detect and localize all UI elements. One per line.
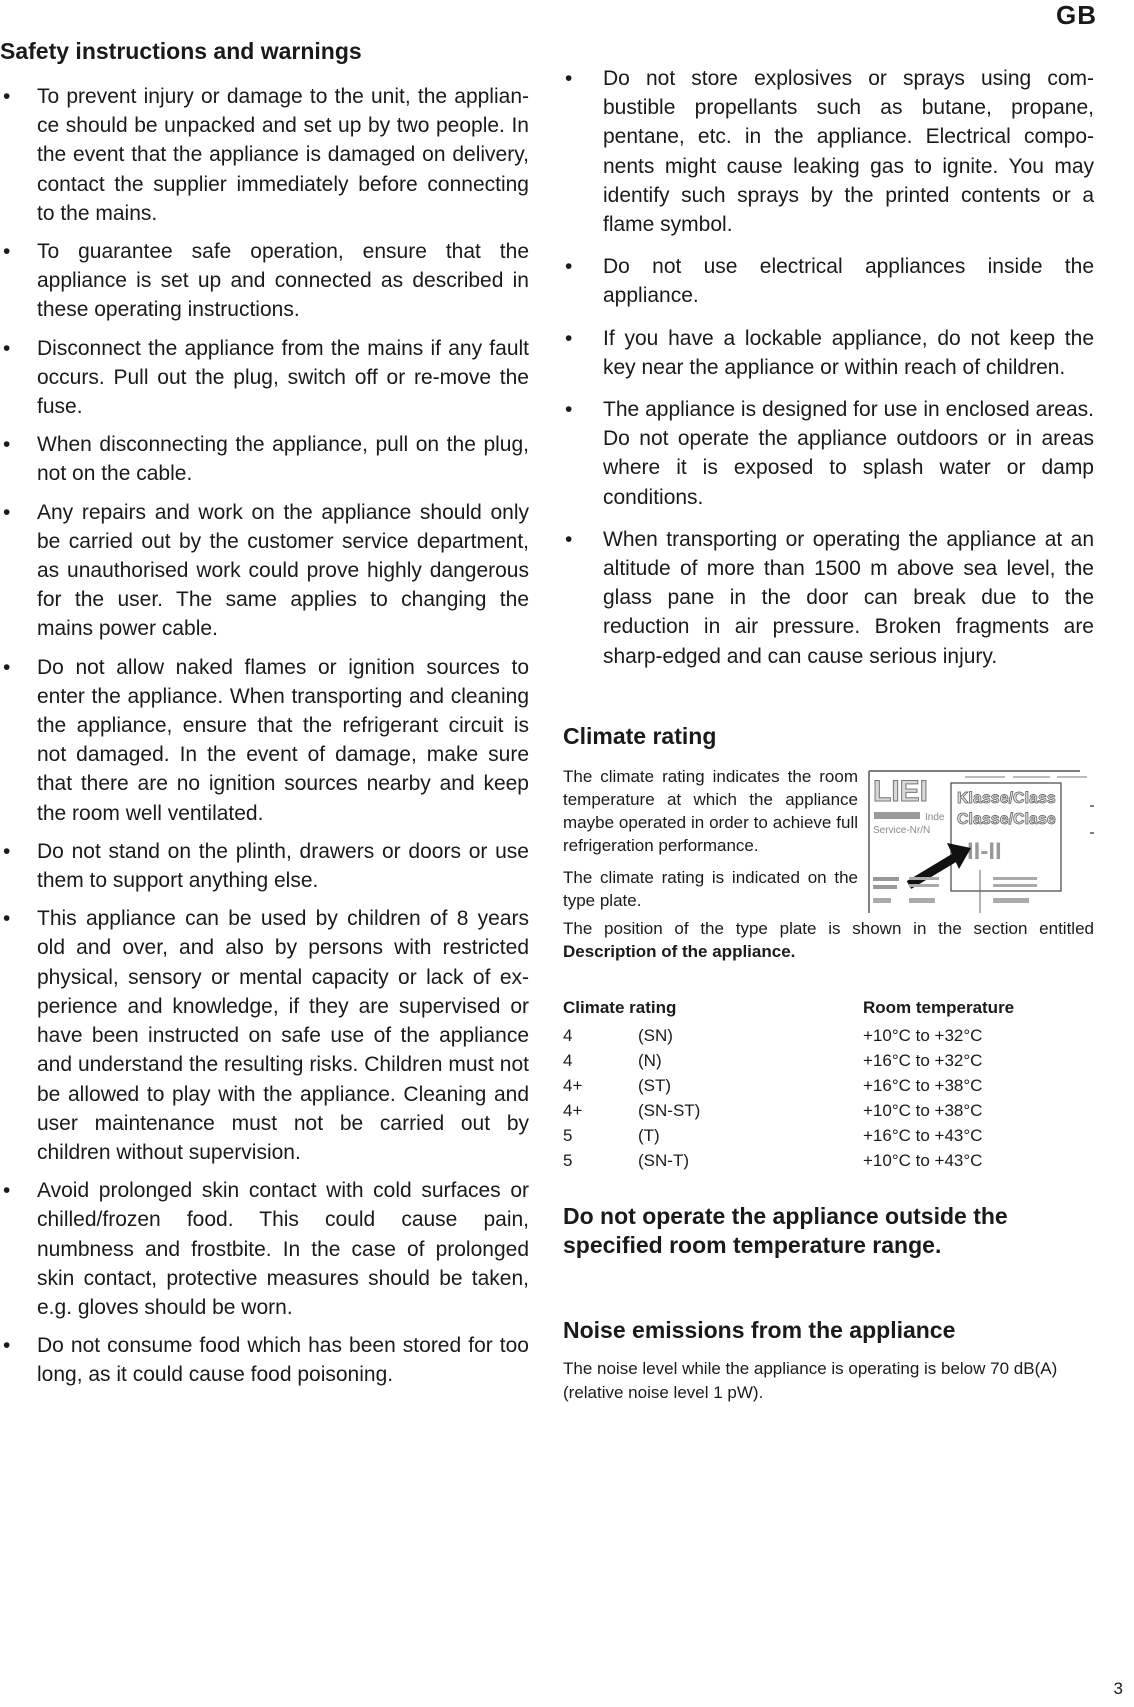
bullet-icon: • — [3, 839, 11, 863]
bullet-icon: • — [3, 655, 11, 679]
plate-index-label: Inde — [925, 811, 945, 823]
list-item: • The appliance is designed for use in enclosed areas. Do not operate the appliance outdoors or in areas where it is exposed to splash water or damp conditions. — [563, 395, 1094, 512]
noise-emissions-text: The noise level while the appliance is operating is below 70 dB(A) (relative noise level 1 pW). — [563, 1358, 1058, 1402]
bullet-icon: • — [3, 500, 11, 524]
table-row: 4 (N) +16°C to +32°C — [563, 1051, 983, 1071]
list-item: • Do not allow naked flames or ignition sources to enter the appliance. When transporting and cleaning the appliance, ensure that the refrigerant circuit is not damaged. In the event of damage, make sure that there are no ignition sources nearby and keep the room well ventilated. — [0, 653, 529, 828]
type-plate-image — [865, 765, 1097, 913]
bullet-icon: • — [565, 255, 573, 279]
language-code: GB — [1056, 0, 1097, 30]
plate-service-label: Service-Nr/N — [873, 824, 931, 836]
right-column — [563, 64, 1094, 1405]
safety-list-right — [563, 64, 1094, 671]
list-item: • Do not consume food which has been stored for too long, as it could cause food poisoning. — [0, 1331, 529, 1389]
bullet-icon: • — [565, 398, 573, 422]
list-item: • This appliance can be used by children of 8 years old and over, and also by persons with restricted physical, sensory or mental capacity or lack of ex-perience and knowledge, if they are supervised or have been instructed on safe use of the appliance and understand the resulting risks. Children must not be allowed to play with the appliance. Cleaning and user maintenance must not be carried out by children without supervision. — [0, 904, 529, 1167]
climate-intro-text: The climate rating indicates the room temperature at which the appliance maybe operated in order to achieve full refrigeration performance. — [563, 766, 858, 855]
climate-intro — [563, 765, 1094, 913]
bullet-icon: • — [3, 907, 11, 931]
list-item: • When transporting or operating the appliance at an altitude of more than 1500 m above sea level, the glass pane in the door can break due to the reduction in air pressure. Broken fragments are sharp-edged and can cause serious injury. — [563, 525, 1094, 671]
bullet-icon: • — [3, 336, 11, 360]
safety-title: Safety instructions and warnings — [0, 38, 362, 64]
list-item: • If you have a lockable appliance, do not keep the key near the appliance or within reach of children. — [563, 324, 1094, 382]
climate-rating-title: Climate rating — [563, 722, 717, 749]
list-item: • To prevent injury or damage to the unit, the applian-ce should be unpacked and set up by two people. In the event that the appliance is damaged on delivery, contact the supplier immediately before connecting to the mains. — [0, 82, 529, 228]
bullet-icon: • — [3, 1179, 11, 1203]
plate-class-value: II-II — [967, 837, 1002, 865]
bullet-icon: • — [565, 527, 573, 551]
list-item: • To guarantee safe operation, ensure that the appliance is set up and connected as described in these operating instructions. — [0, 237, 529, 325]
bullet-icon: • — [3, 240, 11, 264]
column-header-room-temperature: Room temperature — [863, 997, 1015, 1017]
column-header-climate-rating: Climate rating — [563, 997, 677, 1017]
list-item: • Avoid prolonged skin contact with cold surfaces or chilled/frozen food. This could cause pain, numbness and frostbite. In the case of prolonged skin contact, protective measures should be taken, e.g. gloves should be worn. — [0, 1176, 529, 1322]
bullet-icon: • — [3, 1334, 11, 1358]
table-row: 5 (SN-T) +10°C to +43°C — [563, 1151, 983, 1171]
table-header-row — [563, 996, 1094, 1024]
safety-list-left — [0, 82, 529, 1390]
list-item: • Do not use electrical appliances inside the appliance. — [563, 252, 1094, 310]
list-item: • Do not store explosives or sprays using com-bustible propellants such as butane, propane, pentane, etc. in the appliance. Electrical compo-nents might cause leaking gas to ignite. You may identify such sprays by the printed contents or a flame symbol. — [563, 64, 1094, 239]
left-column — [0, 34, 529, 1399]
table-row: 4+ (ST) +16°C to +38°C — [563, 1076, 983, 1096]
list-item: • Disconnect the appliance from the mains if any fault occurs. Pull out the plug, switch off or re-move the fuse. — [0, 334, 529, 422]
table-row: 4 (SN) +10°C to +32°C — [563, 1026, 983, 1046]
bullet-icon: • — [3, 85, 11, 108]
bullet-icon: • — [565, 67, 573, 90]
bullet-icon: • — [565, 326, 573, 350]
list-item: • Do not stand on the plinth, drawers or doors or use them to support anything else. — [0, 837, 529, 895]
noise-emissions-title: Noise emissions from the appliance — [563, 1316, 956, 1343]
temperature-range-warning: Do not operate the appliance outside the specified room temperature range. — [563, 1202, 1008, 1258]
plate-brand: LIEI — [873, 774, 929, 808]
table-row: 4+ (SN-ST) +10°C to +38°C — [563, 1101, 983, 1121]
bullet-icon: • — [3, 433, 11, 457]
climate-intro-text: The climate rating is indicated on the type plate. — [563, 867, 858, 910]
type-plate-position-note: The position of the type plate is shown in the section entitled Description of the appliance. — [563, 918, 1094, 961]
climate-text — [563, 765, 858, 912]
list-item: • Any repairs and work on the appliance should only be carried out by the customer service department, as unauthorised work could prove highly dangerous for the user. The same applies to changing the mains power cable. — [0, 498, 529, 644]
table-row: 5 (T) +16°C to +43°C — [563, 1126, 983, 1146]
climate-rating-table — [563, 996, 1094, 1174]
list-item: • When disconnecting the appliance, pull on the plug, not on the cable. — [0, 430, 529, 488]
page-number: 3 — [1113, 1679, 1123, 1698]
plate-class-label-1: Klasse/Class — [957, 789, 1056, 807]
plate-class-label-2: Classe/Clase — [957, 810, 1056, 828]
description-reference: Description of the appliance. — [563, 941, 796, 961]
